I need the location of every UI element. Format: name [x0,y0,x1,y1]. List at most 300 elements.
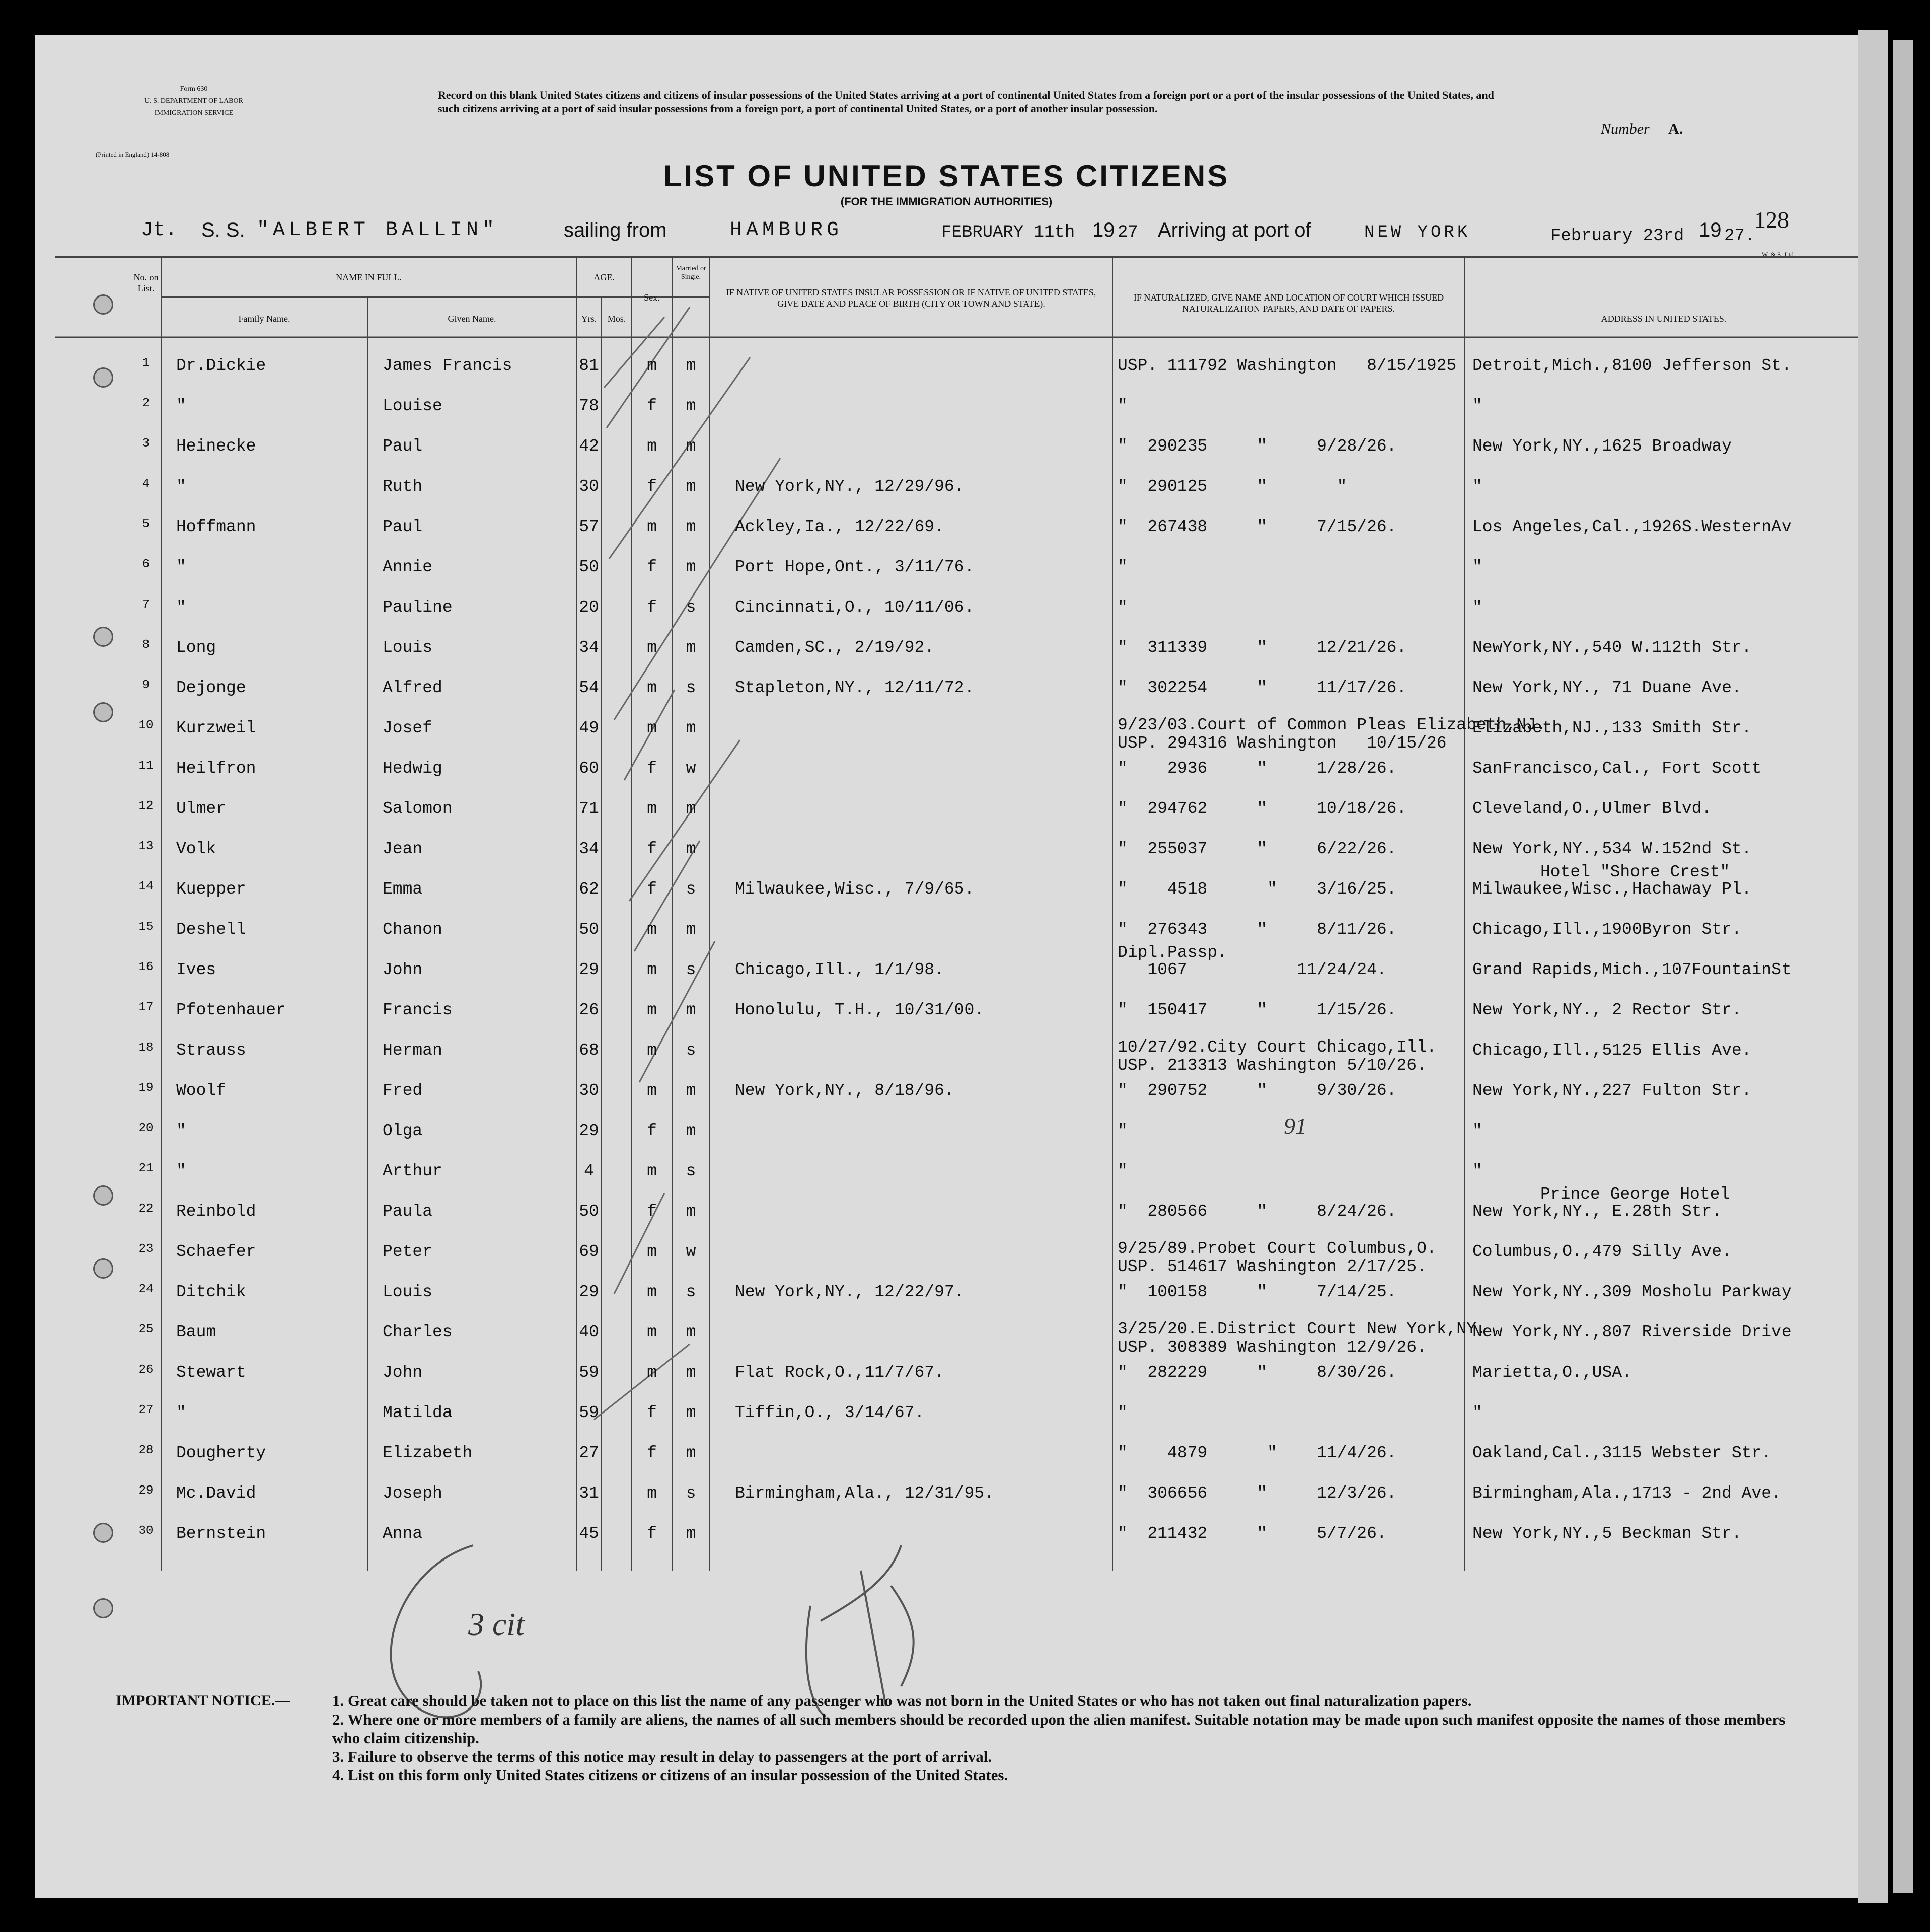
cell-ms: m [686,558,696,576]
binder-hole [93,367,113,388]
cell-addr1: Birmingham,Ala.,1713 - 2nd Ave. [1472,1484,1781,1503]
cell-ms: m [686,920,696,939]
page-edge-shadow [1858,30,1888,1903]
cell-sex: f [647,1202,657,1221]
cell-ms: s [686,1041,696,1060]
cell-sex: m [647,1041,657,1060]
cell-no: 24 [138,1283,154,1296]
header-married: Married or Single. [676,265,706,281]
cell-family: Schaefer [176,1242,256,1261]
cell-no: 30 [138,1524,154,1538]
cell-family: " [176,1403,186,1422]
cell-family: " [176,558,186,576]
cell-given: Elizabeth [383,1444,473,1462]
cell-birth: Camden,SC., 2/19/92. [735,638,935,657]
cell-nat2: USP. 308389 Washington 12/9/26. [1118,1338,1427,1357]
cell-sex: m [647,356,657,375]
cell-given: Pauline [383,598,453,617]
cell-sex: m [647,960,657,979]
cell-addr1: Chicago,Ill.,5125 Ellis Ave. [1472,1041,1752,1060]
cell-nat1: 3/25/20.E.District Court New York,NY. [1118,1320,1487,1339]
cell-birth: New York,NY., 8/18/96. [735,1081,954,1100]
cell-sex: m [647,1001,657,1019]
cell-given: John [383,1363,423,1382]
cell-no: 20 [138,1122,154,1135]
header-mos: Mos. [607,314,626,324]
cell-no: 21 [138,1162,154,1175]
cell-ms: m [686,477,696,496]
cell-given: Paula [383,1202,433,1221]
cell-addr1: New York,NY., 2 Rector Str. [1472,1001,1742,1019]
cell-sex: m [647,517,657,536]
cell-age: 68 [579,1041,599,1060]
cell-addr1: SanFrancisco,Cal., Fort Scott [1472,759,1762,778]
cell-age: 71 [579,799,599,818]
cell-addr1: Cleveland,O.,Ulmer Blvd. [1472,799,1712,818]
cell-ms: s [686,1283,696,1301]
arrival-year-prefix: 19 [1699,219,1722,241]
cell-ms: m [686,719,696,737]
cell-given: Anna [383,1524,423,1543]
cell-addr1: " [1472,397,1482,415]
header-naturalized: IF NATURALIZED, GIVE NAME AND LOCATION OF COURT WHICH ISSUED NATURALIZATION PAPERS, AND DATE OF PAPERS. [1133,292,1444,314]
cell-age: 50 [579,1202,599,1221]
cell-family: " [176,1162,186,1180]
cell-nat1: " 290125 " " [1118,477,1347,496]
cell-given: Josef [383,719,433,737]
cell-addr1: Chicago,Ill.,1900Byron Str. [1472,920,1742,939]
cell-ms: m [686,1122,696,1140]
notice-item: 1. Great care should be taken not to place on this list the name of any passenger who was not born in the United States or who has not taken out final naturalization papers. [332,1692,1472,1710]
cell-nat2: USP. 294316 Washington 10/15/26 [1118,734,1447,753]
cell-no: 18 [138,1041,154,1055]
cell-addr1: Columbus,O.,479 Silly Ave. [1472,1242,1732,1261]
notice-items [332,1691,1792,1785]
cell-nat1: 9/25/89.Probet Court Columbus,O. [1118,1239,1437,1258]
cell-addr1: NewYork,NY.,540 W.112th Str. [1472,638,1752,657]
cell-birth: Tiffin,O., 3/14/67. [735,1403,925,1422]
cell-age: 30 [579,1081,599,1100]
cell-family: Ives [176,960,216,979]
cell-age: 29 [579,960,599,979]
cell-nat1: " 255037 " 6/22/26. [1118,840,1397,858]
cell-sex: f [647,1122,657,1140]
cell-birth: Port Hope,Ont., 3/11/76. [735,558,975,576]
cell-family: Bernstein [176,1524,266,1543]
document-subtitle: (FOR THE IMMIGRATION AUTHORITIES) [840,195,1053,208]
binder-hole [93,294,113,315]
cell-no: 16 [138,960,154,974]
form-number: Form 630 [180,85,208,93]
cell-given: Hedwig [383,759,442,778]
cell-addr1: New York,NY.,5 Beckman Str. [1472,1524,1742,1543]
cell-given: Joseph [383,1484,442,1503]
page-number: 128 [1754,207,1789,233]
cell-sex: f [647,1403,657,1422]
ss-label: S. S. [201,219,245,241]
cell-nat1: " 2936 " 1/28/26. [1118,759,1397,778]
cell-no: 28 [138,1444,154,1457]
cell-age: 42 [579,437,599,456]
cell-age: 59 [579,1403,599,1422]
cell-nat1: " 290235 " 9/28/26. [1118,437,1397,456]
cell-nat1: " 290752 " 9/30/26. [1118,1081,1397,1100]
cell-family: " [176,477,186,496]
cell-given: Chanon [383,920,442,939]
cell-no: 3 [142,437,150,451]
cell-no: 11 [138,759,154,773]
cell-addr2: Prince George Hotel [1540,1185,1730,1204]
cell-family: " [176,598,186,617]
cell-family: Dr.Dickie [176,356,266,375]
arrival-date: February 23rd [1550,227,1684,246]
cell-family: Long [176,638,216,657]
cell-birth: Stapleton,NY., 12/11/72. [735,679,975,697]
cell-ms: s [686,1162,696,1180]
ship-name: "ALBERT BALLIN" [257,219,499,242]
page-edge-shadow-2 [1893,40,1913,1893]
cell-family: " [176,397,186,415]
cell-ms: m [686,1001,696,1019]
cell-given: Paul [383,517,423,536]
notice-item: 2. Where one or more members of a family are aliens, the names of all such members should be recorded upon the alien manifest. Suitable notation may be made upon such manifest opposite the names of those members who claim citizenship. [332,1711,1786,1747]
cell-given: Annie [383,558,433,576]
cell-addr1: " [1472,598,1482,617]
cell-given: Louise [383,397,442,415]
cell-birth: Honolulu, T.H., 10/31/00. [735,1001,985,1019]
form-department: U. S. DEPARTMENT OF LABOR [144,97,243,105]
binder-hole [93,1523,113,1543]
cell-ms: w [686,759,696,778]
cell-no: 17 [138,1001,154,1014]
notice-heading: IMPORTANT NOTICE.— [116,1692,290,1709]
cell-no: 12 [138,799,154,813]
cell-age: 27 [579,1444,599,1462]
cell-addr1: New York,NY.,534 W.152nd St. [1472,840,1752,858]
cell-ms: s [686,960,696,979]
notice-item: 4. List on this form only United States citizens or citizens of an insular possession of the United States. [332,1766,1008,1784]
cell-no: 9 [142,679,150,692]
cell-nat1: " 4879 " 11/4/26. [1118,1444,1397,1462]
cell-ms: m [686,1403,696,1422]
number-label: Number [1601,121,1650,137]
cell-age: 49 [579,719,599,737]
cell-age: 59 [579,1363,599,1382]
cell-family: Strauss [176,1041,246,1060]
cell-given: Olga [383,1122,423,1140]
number-value: A. [1668,121,1683,137]
cell-given: Charles [383,1323,453,1342]
arrival-year: 27. [1724,227,1755,246]
cell-sex: m [647,1081,657,1100]
cell-no: 5 [142,517,150,531]
binder-hole [93,702,113,722]
cell-nat1: " 311339 " 12/21/26. [1118,638,1407,657]
cell-nat1: " 280566 " 8/24/26. [1118,1202,1397,1221]
cell-sex: f [647,397,657,415]
cell-addr1: Elizabeth,NJ.,133 Smith Str. [1472,719,1752,737]
cell-given: Peter [383,1242,433,1261]
binder-hole [93,1258,113,1279]
cell-nat1: " 302254 " 11/17/26. [1118,679,1407,697]
cell-sex: m [647,1283,657,1301]
cell-no: 14 [138,880,154,894]
cell-sex: m [647,719,657,737]
header-yrs: Yrs. [581,314,597,324]
header-sex: Sex. [644,292,660,303]
cell-sex: f [647,477,657,496]
cell-no: 26 [138,1363,154,1377]
cell-addr1: New York,NY., 71 Duane Ave. [1472,679,1742,697]
cell-no: 13 [138,840,154,853]
cell-family: Hoffmann [176,517,256,536]
arriving-label: Arriving at port of [1158,219,1311,241]
notice-item: 3. Failure to observe the terms of this notice may result in delay to passengers at the port of arrival. [332,1748,992,1765]
cell-given: James Francis [383,356,512,375]
cell-addr1: Milwaukee,Wisc.,Hachaway Pl. [1472,880,1752,899]
cell-birth: Cincinnati,O., 10/11/06. [735,598,975,617]
cell-addr1: Los Angeles,Cal.,1926S.WesternAv [1472,517,1792,536]
cell-given: John [383,960,423,979]
cell-age: 54 [579,679,599,697]
cell-birth: Ackley,Ia., 12/22/69. [735,517,944,536]
cell-nat1: " 267438 " 7/15/26. [1118,517,1397,536]
cell-given: Matilda [383,1403,453,1422]
cell-given: Jean [383,840,423,858]
cell-family: Woolf [176,1081,227,1100]
cell-family: Reinbold [176,1202,256,1221]
cell-family: Pfotenhauer [176,1001,286,1019]
cell-no: 7 [142,598,150,612]
cell-given: Emma [383,880,423,899]
cell-sex: m [647,1323,657,1342]
cell-sex: f [647,558,657,576]
cell-ms: m [686,1363,696,1382]
cell-no: 1 [142,356,150,370]
binder-hole [93,1598,113,1618]
departure-year: 27 [1118,223,1138,242]
cell-addr1: Detroit,Mich.,8100 Jefferson St. [1472,356,1792,375]
cell-age: 29 [579,1122,599,1140]
cell-nat1: 10/27/92.City Court Chicago,Ill. [1118,1038,1437,1057]
cell-addr1: " [1472,1162,1482,1180]
cell-addr1: New York,NY.,1625 Broadway [1472,437,1732,456]
cell-age: 20 [579,598,599,617]
cell-nat1: " 294762 " 10/18/26. [1118,799,1407,818]
cell-no: 4 [142,477,150,491]
cell-family: Heinecke [176,437,256,456]
printer-mark: W. & S. Ltd. [1762,251,1795,258]
binder-hole [93,627,113,647]
cell-nat1: " [1118,1162,1128,1180]
cell-sex: m [647,1162,657,1180]
header-given-name: Given Name. [448,314,496,324]
cell-addr2: Hotel "Shore Crest" [1540,863,1730,881]
cell-no: 15 [138,920,154,934]
manifest-page [35,35,1858,1898]
handwritten-note-left: 3 cit [468,1606,525,1642]
cell-family: Mc.David [176,1484,256,1503]
cell-ms: m [686,1323,696,1342]
header-birth: IF NATIVE OF UNITED STATES INSULAR POSSESSION OR IF NATIVE OF UNITED STATES, GIVE DATE AND PLACE OF BIRTH (CITY OR TOWN AND STATE). [726,287,1096,309]
cell-no: 19 [138,1081,154,1095]
cell-sex: f [647,1524,657,1543]
cell-ms: m [686,1524,696,1543]
cell-given: Fred [383,1081,423,1100]
cell-given: Salomon [383,799,453,818]
cell-addr1: " [1472,1122,1482,1140]
cell-age: 57 [579,517,599,536]
cell-nat1: " 282229 " 8/30/26. [1118,1363,1397,1382]
cell-sex: m [647,1363,657,1382]
cell-age: 78 [579,397,599,415]
cell-age: 30 [579,477,599,496]
cell-no: 2 [142,397,150,410]
cell-ms: m [686,1202,696,1221]
cell-nat1: " 306656 " 12/3/26. [1118,1484,1397,1503]
cell-sex: f [647,759,657,778]
cell-age: 31 [579,1484,599,1503]
cell-sex: m [647,1242,657,1261]
cell-sex: f [647,598,657,617]
cell-no: 10 [138,719,154,732]
cell-ms: m [686,517,696,536]
cell-age: 40 [579,1323,599,1342]
cell-ms: m [686,1444,696,1462]
cell-nat1: " [1118,558,1128,576]
cell-ms: m [686,638,696,657]
cell-birth: Flat Rock,O.,11/7/67. [735,1363,944,1382]
handwritten-note-mid: 91 [1284,1113,1307,1139]
cell-ms: m [686,799,696,818]
cell-nat1: " 4518 " 3/16/25. [1118,880,1397,899]
cell-nat1: 9/23/03.Court of Common Pleas Elizabeth,NJ. [1118,716,1546,734]
header-address: ADDRESS IN UNITED STATES. [1601,314,1727,324]
departure-date: FEBRUARY 11th [941,223,1075,242]
cell-nat1: " 211432 " 5/7/26. [1118,1524,1387,1543]
cell-addr1: New York,NY.,309 Mosholu Parkway [1472,1283,1792,1301]
cell-addr1: Grand Rapids,Mich.,107FountainSt [1472,960,1792,979]
cell-given: Ruth [383,477,423,496]
cell-sex: m [647,920,657,939]
cell-given: Louis [383,1283,433,1301]
cell-family: Heilfron [176,759,256,778]
cell-age: 34 [579,840,599,858]
cell-addr1: Marietta,O.,USA. [1472,1363,1632,1382]
port-to: NEW YORK [1364,223,1471,242]
cell-no: 8 [142,638,150,652]
cell-ms: s [686,1484,696,1503]
cell-nat1: " [1118,598,1128,617]
cell-birth: Chicago,Ill., 1/1/98. [735,960,944,979]
cell-nat1: USP. 111792 Washington 8/15/1925 [1118,356,1457,375]
cell-age: 26 [579,1001,599,1019]
cell-nat1: " 150417 " 1/15/26. [1118,1001,1397,1019]
cell-age: 50 [579,920,599,939]
cell-family: Kurzweil [176,719,256,737]
cell-addr1: " [1472,558,1482,576]
cell-nat1: " [1118,1403,1128,1422]
cell-nat1: " 276343 " 8/11/26. [1118,920,1397,939]
cell-age: 4 [584,1162,594,1180]
cell-family: Dejonge [176,679,246,697]
cell-sex: m [647,799,657,818]
cell-age: 34 [579,638,599,657]
cell-nat2: USP. 213313 Washington 5/10/26. [1118,1056,1427,1075]
cell-addr1: New York,NY.,227 Fulton Str. [1472,1081,1752,1100]
cell-family: Deshell [176,920,246,939]
cell-addr1: " [1472,1403,1482,1422]
binder-hole [93,1185,113,1206]
cell-ms: s [686,880,696,899]
voyage-prefix: Jt. [141,219,178,242]
cell-family: Ulmer [176,799,227,818]
cell-given: Herman [383,1041,442,1060]
cell-sex: f [647,840,657,858]
cell-birth: New York,NY., 12/22/97. [735,1283,964,1301]
cell-no: 22 [138,1202,154,1216]
cell-addr1: New York,NY.,807 Riverside Drive [1472,1323,1792,1342]
cell-age: 45 [579,1524,599,1543]
cell-family: Ditchik [176,1283,246,1301]
cell-sex: f [647,1444,657,1462]
cell-ms: m [686,397,696,415]
cell-given: Francis [383,1001,453,1019]
cell-sex: f [647,880,657,899]
cell-family: Baum [176,1323,216,1342]
cell-nat1: " 100158 " 7/14/25. [1118,1283,1397,1301]
cell-ms: s [686,598,696,617]
cell-nat1: 1067 11/24/24. [1118,960,1387,979]
cell-age: 62 [579,880,599,899]
cell-age: 50 [579,558,599,576]
cell-ms: s [686,679,696,697]
port-from: HAMBURG [730,219,843,242]
cell-birth: New York,NY., 12/29/96. [735,477,964,496]
cell-ms: m [686,840,696,858]
cell-no: 29 [138,1484,154,1498]
cell-age: 69 [579,1242,599,1261]
cell-family: Volk [176,840,216,858]
cell-nat1: " [1118,1122,1128,1140]
cell-addr1: " [1472,477,1482,496]
cell-no: 27 [138,1403,154,1417]
cell-sex: m [647,437,657,456]
header-no: No. on List. [133,272,159,293]
document-title: LIST OF UNITED STATES CITIZENS [663,159,1230,193]
cell-addr1: New York,NY., E.28th Str. [1472,1202,1722,1221]
cell-nat1: " [1118,397,1128,415]
cell-sex: m [647,679,657,697]
cell-sex: m [647,638,657,657]
cell-given: Louis [383,638,433,657]
cell-ms: m [686,437,696,456]
cell-birth: Milwaukee,Wisc., 7/9/65. [735,880,975,899]
cell-sex: m [647,1484,657,1503]
cell-family: " [176,1122,186,1140]
cell-given: Paul [383,437,423,456]
header-age: AGE. [593,272,615,282]
cell-given: Arthur [383,1162,442,1180]
form-printed: (Printed in England) 14-808 [96,151,170,158]
cell-family: Stewart [176,1363,246,1382]
cell-age: 29 [579,1283,599,1301]
cell-birth: Birmingham,Ala., 12/31/95. [735,1484,994,1503]
cell-age: 60 [579,759,599,778]
instructions-text: Record on this blank United States citizens and citizens of insular possessions of the United States arriving at a port of continental United States from a foreign port or a port of the insular possessions of the United States, and such citizens arriving at a port of said insular possessions from a foreign port, a port of continental United States, or a port of another insular possession. [438,89,1494,115]
header-name-in-full: NAME IN FULL. [336,272,402,282]
cell-given: Alfred [383,679,442,697]
